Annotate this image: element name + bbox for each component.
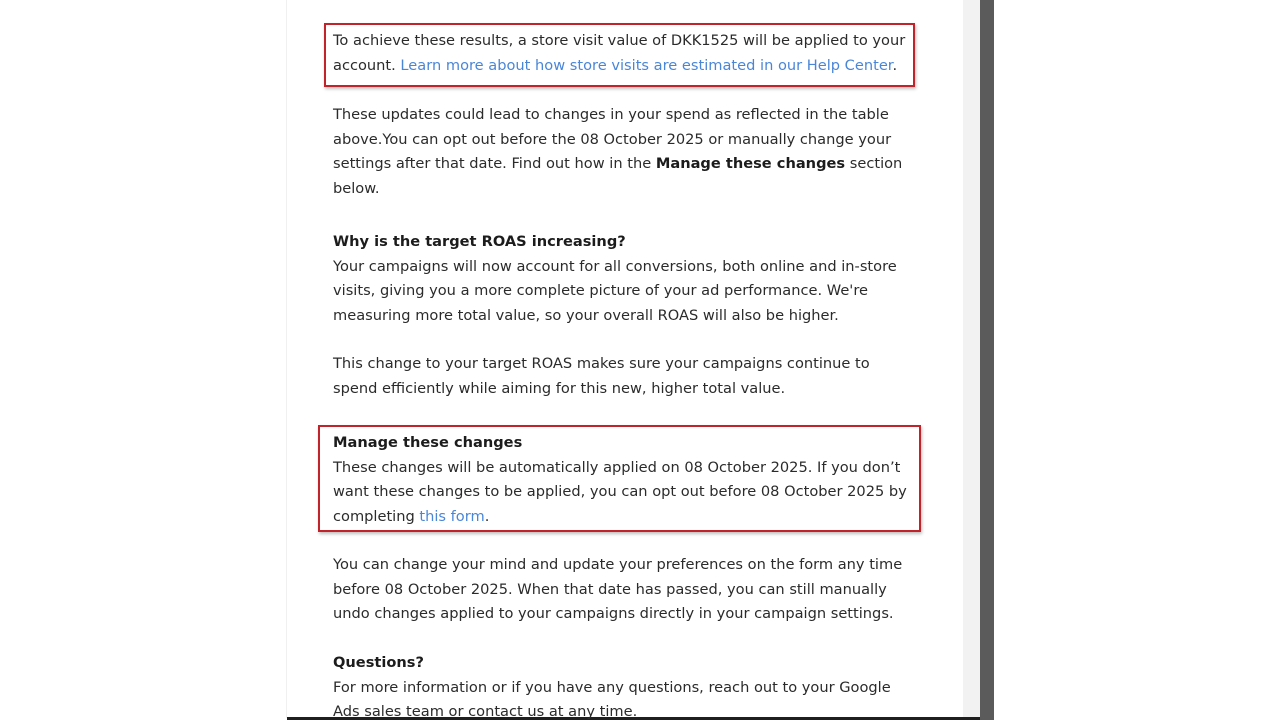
- spend-line-1: These updates could lead to changes in your spend as reflected in the table: [333, 106, 889, 123]
- opt-out-form-link[interactable]: this form: [419, 507, 485, 525]
- store-visit-line-2-prefix: account.: [333, 56, 401, 74]
- questions-line-1: For more information or if you have any questions, reach out to your Google: [333, 678, 891, 696]
- preferences-paragraph: [333, 553, 933, 627]
- spend-line-3-prefix: settings after that date. Find out how in the: [333, 155, 656, 172]
- manage-line-1: These changes will be automatically applied on 08 October 2025. If you don’t: [333, 458, 901, 476]
- manage-line-3-suffix: .: [484, 507, 490, 525]
- questions-line-2: Ads sales team or contact us at any time.: [333, 703, 638, 720]
- scrollbar[interactable]: [980, 0, 994, 720]
- manage-line-3-prefix: completing: [333, 507, 420, 525]
- manage-line-2: want these changes to be applied, you can opt out before 08 October 2025 by: [333, 483, 907, 500]
- spend-updates-paragraph: [333, 103, 933, 201]
- manage-changes-heading: Manage these changes: [333, 434, 523, 451]
- roas-line-2: visits, giving you a more complete picture of your ad performance. We're: [333, 282, 868, 299]
- spend-line-3-suffix: section: [845, 155, 903, 172]
- help-center-link[interactable]: Learn more about how store visits are estimated in our Help Center: [400, 56, 893, 74]
- preferences-line-3: undo changes applied to your campaigns directly in your campaign settings.: [333, 605, 894, 622]
- questions-section: [333, 651, 933, 720]
- spend-line-4: below.: [333, 179, 380, 197]
- store-visit-paragraph: [333, 29, 933, 78]
- preferences-line-1: You can change your mind and update your preferences on the form any time: [333, 556, 903, 573]
- roas-heading: Why is the target ROAS increasing?: [333, 233, 626, 250]
- manage-changes-section: [333, 431, 933, 529]
- questions-heading: Questions?: [333, 654, 424, 671]
- roas-change-paragraph: [333, 352, 933, 401]
- roas-change-line-1: This change to your target ROAS makes sure your campaigns continue to: [333, 355, 870, 372]
- spend-line-2: above.You can opt out before the 08 October 2025 or manually change your: [333, 130, 892, 148]
- roas-line-1: Your campaigns will now account for all conversions, both online and in-store: [333, 257, 897, 275]
- store-visit-line-2-suffix: .: [892, 56, 898, 74]
- roas-change-line-2: spend efficiently while aiming for this new, higher total value.: [333, 379, 786, 397]
- roas-section: [333, 230, 933, 328]
- right-gutter: [963, 0, 980, 720]
- roas-line-3: measuring more total value, so your overall ROAS will also be higher.: [333, 306, 839, 324]
- manage-changes-reference: Manage these changes: [655, 155, 846, 172]
- preferences-line-2: before 08 October 2025. When that date has passed, you can still manually: [333, 580, 887, 598]
- outer-background-left: [0, 0, 287, 720]
- store-visit-line-1: To achieve these results, a store visit value of DKK1525 will be applied to your: [333, 32, 906, 49]
